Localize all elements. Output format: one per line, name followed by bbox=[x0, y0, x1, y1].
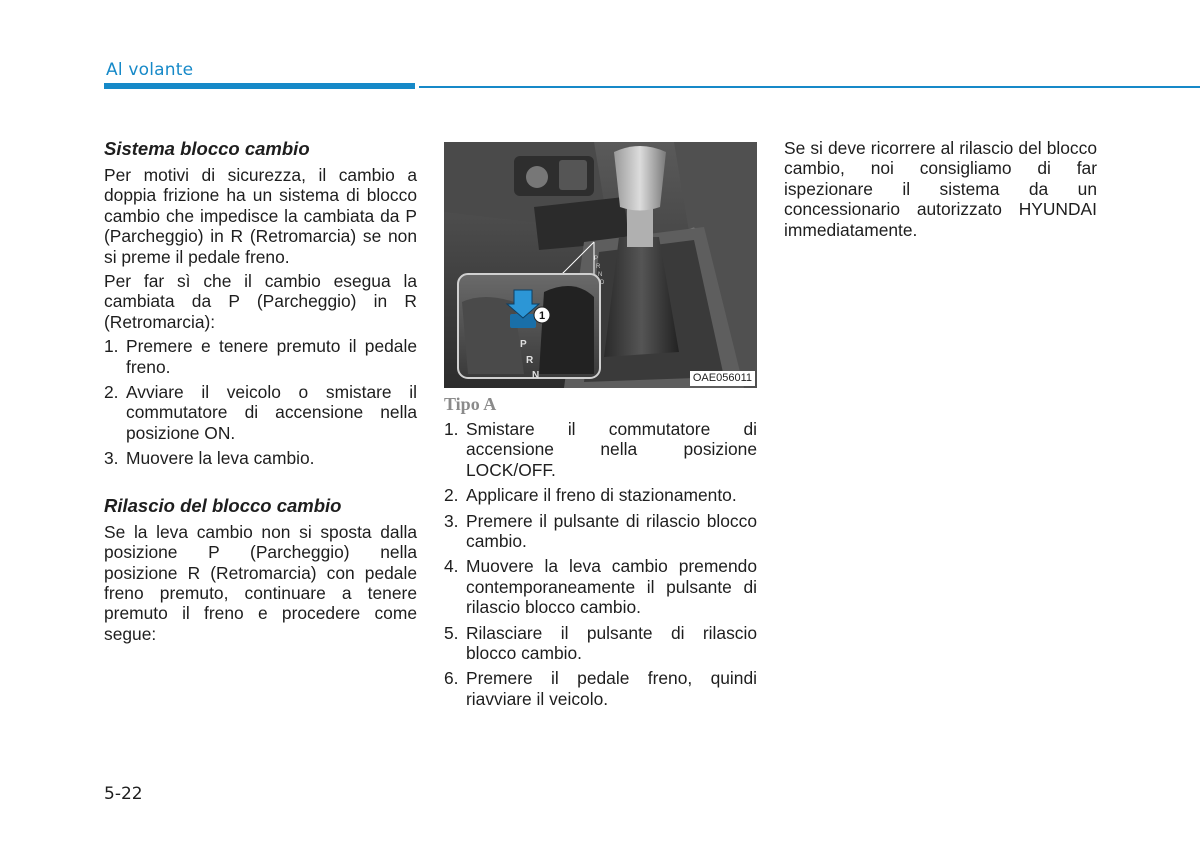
release-steps-list bbox=[444, 419, 757, 709]
figure-code: OAE056011 bbox=[690, 371, 755, 386]
inset-gear-R: R bbox=[526, 355, 534, 366]
shift-steps-list bbox=[104, 336, 417, 468]
small-gear-N: N bbox=[598, 272, 603, 278]
middle-column bbox=[444, 394, 757, 714]
list-item: 6. Premere il pedale freno, quindi riavviare il veicolo. bbox=[444, 668, 757, 709]
paragraph-shift-p-to-r: Per far sì che il cambio esegua la cambiata da P (Parcheggio) in R (Retromarcia): bbox=[104, 271, 417, 332]
gear-shift-illustration bbox=[444, 142, 757, 388]
small-gear-R: R bbox=[596, 264, 601, 270]
heading-shift-lock-system: Sistema blocco cambio bbox=[104, 138, 310, 159]
gear-shift-figure bbox=[444, 142, 757, 388]
list-item: 2. Avviare il veicolo o smistare il commutatore di accensione nella posizione ON. bbox=[104, 382, 417, 443]
small-gear-D: D bbox=[600, 280, 605, 286]
section-title: Al volante bbox=[106, 60, 194, 80]
paragraph-dealer-advice: Se si deve ricorrere al rilascio del blocco cambio, noi consigliamo di far ispezionare il sistema da un concessionario autorizzato HYUNDAI immediatamente. bbox=[784, 138, 1097, 240]
header-rule-thin bbox=[419, 86, 1200, 88]
list-item: 3. Premere il pulsante di rilascio blocco cambio. bbox=[444, 510, 757, 552]
list-item: 1. Premere e tenere premuto il pedale freno. bbox=[104, 336, 417, 377]
list-item: 3. Muovere la leva cambio. bbox=[104, 448, 315, 469]
inset-gear-P: P bbox=[520, 339, 527, 350]
list-item: 2. Applicare il freno di stazionamento. bbox=[444, 485, 737, 506]
list-item: 1. Smistare il commutatore di accensione nella posizione LOCK/OFF. bbox=[444, 419, 757, 480]
paragraph-intro: Per motivi di sicurezza, il cambio a doppia frizione ha un sistema di blocco cambio che impedisce la cambiata da P (Parcheggio) in R (Retromarcia) se non si preme il pedale freno. bbox=[104, 165, 417, 267]
right-column bbox=[784, 138, 1097, 244]
heading-shift-lock-release: Rilascio del blocco cambio bbox=[104, 494, 342, 516]
small-gear-P: P bbox=[594, 256, 599, 262]
header-rule-thick bbox=[104, 83, 415, 89]
list-item: 5. Rilasciare il pulsante di rilascio blocco cambio. bbox=[444, 622, 757, 664]
left-column bbox=[104, 138, 417, 648]
inset-gear-N: N bbox=[532, 370, 540, 381]
type-label: Tipo A bbox=[444, 394, 497, 414]
callout-number: 1 bbox=[539, 310, 546, 322]
list-item: 4. Muovere la leva cambio premendo contemporaneamente il pulsante di rilascio blocco cambio. bbox=[444, 556, 757, 618]
page-number: 5-22 bbox=[104, 784, 143, 804]
paragraph-release-intro: Se la leva cambio non si sposta dalla posizione P (Parcheggio) nella posizione R (Retromarcia) con pedale freno premuto, continuare a tenere premuto il freno e procedere come segue: bbox=[104, 521, 417, 644]
